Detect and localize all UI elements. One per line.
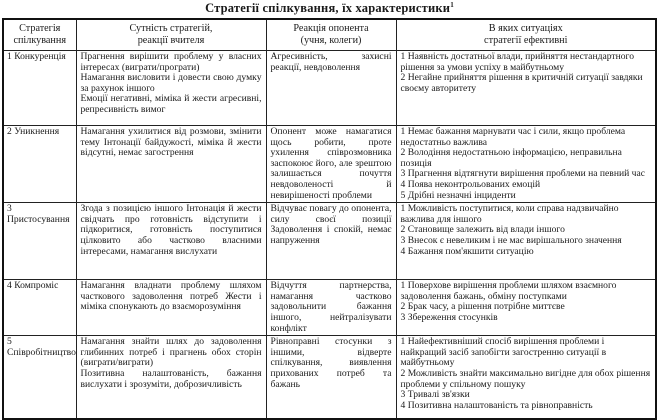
reaction-cell: Рівноправні стосунки з іншими, відверте спілкування, виявлення прихованих потреб та бажань <box>266 336 396 420</box>
footnote-mark: 1 <box>450 1 454 9</box>
reaction-cell: Опонент може намагатися щось робити, проте ухилення співрозмовника заспокоює його, але зрештою залишається почуття невдоволеності й невирішеності проблеми <box>266 126 396 203</box>
cell-text-line: 2 Становище залежить від влади іншого <box>400 224 565 236</box>
situations-cell <box>396 203 656 280</box>
cell-text-line: Намагання владнати проблему шляхом часткового задоволення потреб Жести і міміка спонукають до взаєморозуміння <box>80 280 262 313</box>
cell-text-line: 3 Прагнення відтягнути вирішення проблеми на певний час <box>400 168 645 180</box>
table-row <box>3 280 656 336</box>
strategies-table <box>2 18 657 420</box>
cell-text-line: В яких ситуаціях <box>488 23 563 34</box>
cell-text-line: спілкування <box>13 35 67 46</box>
cell-text-line: Сутність стратегій, <box>129 23 213 34</box>
cell-text-line: Емоції негативні, міміка й жести агресивні, репресивність вимог <box>80 93 262 115</box>
strategy-cell: 4 Компроміс <box>3 280 76 336</box>
table-row <box>3 203 656 280</box>
header-reaction <box>266 19 396 51</box>
essence-cell <box>76 51 266 126</box>
cell-text-line: 1 Наявність достатньої влади, прийняття нестандартного рішення за умови успіху в майбутньому <box>400 51 635 73</box>
cell-text-line: 2 Можливість знайти максимально вигідне для обох рішення проблеми у спільному пошуку <box>400 367 651 390</box>
cell-text-line: 3 Внесок є невеликим і не має вирішального значення <box>400 234 622 246</box>
cell-text-line: Прагнення вирішити проблему у власних інтересах (виграти/програти) <box>80 51 262 73</box>
cell-text-line: Згода з позицією іншого Інтонація й жести свідчать про готовність відступити і підкоритися, готовність поступитися цілковито або частково власними інтересами, намагання вислухати <box>80 203 262 257</box>
essence-cell <box>76 280 266 336</box>
cell-text-line: 1 Немає бажання марнувати час і сили, якщо проблема недостатньо важлива <box>400 126 626 148</box>
strategy-cell: 1 Конкуренція <box>3 51 76 126</box>
cell-text-line: 4 Поява неконтрольованих емоцій <box>400 178 541 190</box>
cell-text-line: 3 Тривалі зв'язки <box>400 389 470 401</box>
strategy-cell: 2 Уникнення <box>3 126 76 203</box>
strategy-cell: 5 Співробітництво <box>3 336 76 420</box>
header-strategy <box>3 19 76 51</box>
reaction-cell: Відчуття партнерства, намагання частково задовольнити бажання іншого, нейтралізувати конфлікт <box>266 280 396 336</box>
table-title-text: Стратегії спілкування, їх характеристики <box>205 1 451 16</box>
essence-cell <box>76 203 266 280</box>
cell-text-line: 1 Поверхове вирішення проблеми шляхом взаємного задоволення бажань, обміну поступками <box>400 280 617 302</box>
cell-text-line: Намагання знайти шлях до задоволення глибинних потреб і прагнень обох сторін (виграти/виграти) <box>80 336 262 369</box>
cell-text-line: реакції вчителя <box>137 35 205 46</box>
situations-cell <box>396 280 656 336</box>
header-situations <box>396 19 656 51</box>
cell-text-line: 4 Позитивна налаштованість та рівноправність <box>400 399 593 411</box>
situations-cell <box>396 126 656 203</box>
cell-text-line: 1 Можливість поступитися, коли справа надзвичайно важлива для іншого <box>400 203 619 225</box>
table-title <box>0 1 659 16</box>
cell-text-line: (учня, колеги) <box>300 35 362 46</box>
cell-text-line: Намагання висловити і довести свою думку за рахунок іншого <box>80 72 262 94</box>
cell-text-line: 3 Збереження стосунків <box>400 311 498 323</box>
reaction-cell: Агресивність, захисні реакції, невдоволення <box>266 51 396 126</box>
cell-text-line: 4 Бажання пом'якшити ситуацію <box>400 245 534 257</box>
cell-text-line: 5 Дрібні незначні інциденти <box>400 189 516 201</box>
cell-text-line: 2 Негайне прийняття рішення в критичній ситуації завдяки своєму авторитету <box>400 72 643 94</box>
header-essence <box>76 19 266 51</box>
table-header-row <box>3 19 656 51</box>
table-row <box>3 126 656 203</box>
reaction-cell: Відчуває повагу до опонента, силу своєї позиції Задоволення і спокій, немає напруження <box>266 203 396 280</box>
essence-cell <box>76 126 266 203</box>
cell-text-line: 1 Найефективніший спосіб вирішення проблеми і найкращий засіб запобігти загостренню ситуації в майбутньому <box>400 336 607 369</box>
cell-text-line: Реакція опонента <box>293 23 369 34</box>
cell-text-line: стратегії ефективні <box>484 35 568 46</box>
cell-text-line: Стратегія <box>19 23 61 34</box>
strategy-cell: 3 Пристосування <box>3 203 76 280</box>
cell-text-line: Намагання ухилитися від розмови, змінити тему Інтонації байдужості, міміка й жести відсутні, немає загострення <box>80 126 262 159</box>
cell-text-line: 2 Брак часу, а рішення потрібне миттєве <box>400 301 565 313</box>
situations-cell <box>396 51 656 126</box>
cell-text-line: 2 Володіння недостатньою інформацією, неправильна позиція <box>400 147 622 169</box>
cell-text-line: Позитивна налаштованість, бажання вислухати і зрозуміти, доброзичливість <box>80 367 262 390</box>
table-row <box>3 51 656 126</box>
